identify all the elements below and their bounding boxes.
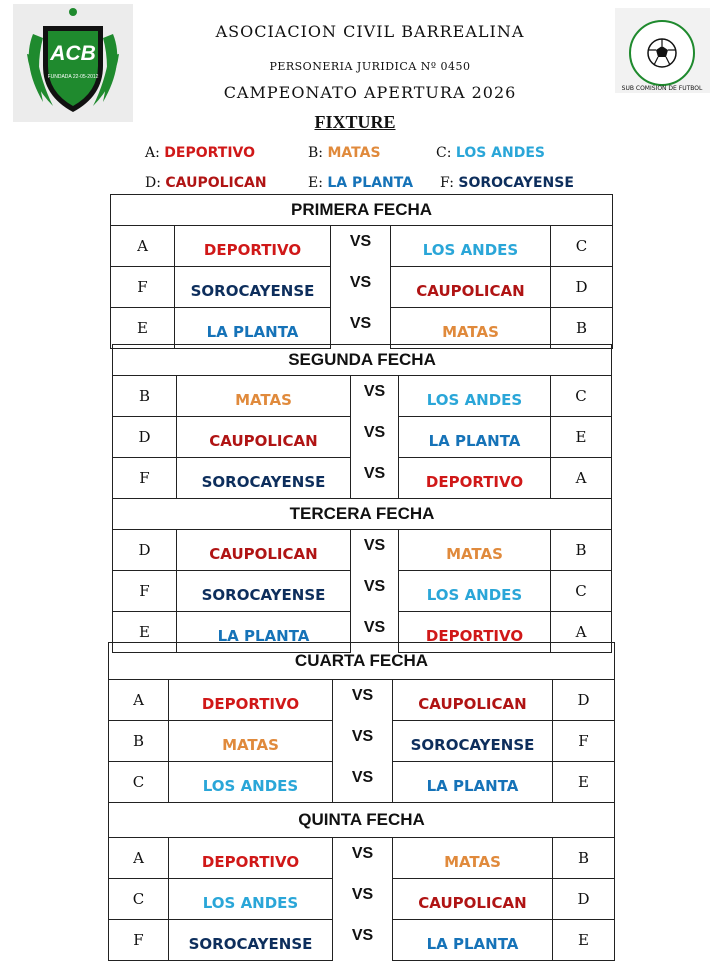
away-team: SOROCAYENSE — [393, 721, 553, 762]
match-row — [111, 226, 613, 267]
home-team: LOS ANDES — [169, 762, 333, 803]
vs-label: VS — [351, 927, 374, 944]
home-letter: B — [113, 376, 177, 417]
sub-comision-logo — [615, 8, 710, 93]
home-letter: F — [109, 920, 169, 961]
vs-label: VS — [351, 728, 374, 745]
away-letter: D — [551, 267, 613, 308]
legend-item-f — [440, 175, 574, 191]
home-letter: B — [109, 721, 169, 762]
home-team: MATAS — [177, 376, 351, 417]
legend-item-d — [145, 175, 267, 191]
round-title: CUARTA FECHA — [109, 643, 615, 680]
vs-label: VS — [349, 233, 372, 251]
legend-team: MATAS — [327, 145, 381, 161]
home-letter: A — [111, 226, 175, 267]
logo-acb-text: ACB — [50, 42, 96, 65]
vs-label: VS — [349, 315, 372, 332]
legend-item-a — [145, 145, 255, 161]
home-team: SOROCAYENSE — [169, 920, 333, 961]
round-title: TERCERA FECHA — [113, 499, 612, 530]
away-letter: C — [551, 571, 612, 612]
match-row — [113, 530, 612, 571]
away-team: LA PLANTA — [393, 762, 553, 803]
match-row — [113, 571, 612, 612]
home-team: SOROCAYENSE — [177, 458, 351, 499]
away-letter: C — [551, 226, 613, 267]
round-table-primera — [110, 194, 613, 349]
legend-item-e — [308, 175, 413, 191]
home-team: LOS ANDES — [169, 879, 333, 920]
vs-label: VS — [363, 619, 386, 636]
organization-name: ASOCIACION CIVIL BARREALINA — [215, 22, 525, 41]
match-row — [113, 458, 612, 499]
away-team: LOS ANDES — [399, 376, 551, 417]
match-row — [109, 879, 615, 920]
vs-label: VS — [351, 845, 374, 863]
away-letter: B — [551, 530, 612, 571]
match-row — [109, 920, 615, 961]
legend-letter: B: — [308, 145, 324, 161]
round-title: QUINTA FECHA — [109, 803, 615, 838]
away-team: MATAS — [399, 530, 551, 571]
home-team: LA PLANTA — [175, 308, 331, 349]
away-letter: B — [553, 838, 615, 879]
vs-label: VS — [351, 687, 374, 705]
match-row — [111, 308, 613, 349]
away-letter: A — [551, 612, 612, 653]
away-team: LOS ANDES — [399, 571, 551, 612]
home-letter: E — [111, 308, 175, 349]
away-team: CAUPOLICAN — [393, 879, 553, 920]
vs-label: VS — [363, 578, 386, 595]
round-title: PRIMERA FECHA — [111, 195, 613, 226]
match-row — [113, 417, 612, 458]
away-team: MATAS — [393, 838, 553, 879]
vs-label: VS — [363, 424, 386, 441]
away-team: LA PLANTA — [399, 417, 551, 458]
away-team: CAUPOLICAN — [393, 680, 553, 721]
vs-label: VS — [363, 383, 386, 401]
home-team: DEPORTIVO — [175, 226, 331, 267]
acb-logo — [13, 4, 133, 122]
fixture-title: FIXTURE — [314, 112, 396, 132]
away-letter: C — [551, 376, 612, 417]
away-team: LOS ANDES — [391, 226, 551, 267]
match-row — [111, 267, 613, 308]
home-team: MATAS — [169, 721, 333, 762]
away-team: DEPORTIVO — [399, 458, 551, 499]
away-team: LA PLANTA — [393, 920, 553, 961]
home-letter: E — [113, 612, 177, 653]
home-letter: C — [109, 879, 169, 920]
home-team: CAUPOLICAN — [177, 417, 351, 458]
round-table-cuarta-quinta — [108, 642, 615, 961]
home-letter: D — [113, 417, 177, 458]
home-team: SOROCAYENSE — [175, 267, 331, 308]
away-letter: E — [553, 920, 615, 961]
legend-letter: A: — [145, 145, 160, 161]
match-row — [109, 838, 615, 879]
legend-item-c — [436, 145, 545, 161]
vs-label: VS — [351, 768, 374, 786]
legend-letter: F: — [440, 175, 454, 191]
home-letter: A — [109, 680, 169, 721]
away-letter: F — [553, 721, 615, 762]
match-row — [109, 721, 615, 762]
home-team: LA PLANTA — [177, 612, 351, 653]
home-letter: D — [113, 530, 177, 571]
away-letter: D — [553, 879, 615, 920]
home-letter: F — [113, 571, 177, 612]
sub-comision-text: SUB COMISION DE FUTBOL — [621, 85, 703, 92]
logo-founded-text: FUNDADA 22-05-2012 — [47, 74, 99, 80]
round-table-segunda-tercera — [112, 344, 612, 653]
championship-title: CAMPEONATO APERTURA 2026 — [223, 83, 517, 102]
legend-letter: C: — [436, 145, 452, 161]
home-team: CAUPOLICAN — [177, 530, 351, 571]
legend-letter: D: — [145, 175, 161, 191]
vs-label: VS — [349, 274, 372, 291]
vs-label: VS — [363, 537, 386, 555]
vs-label: VS — [363, 464, 386, 482]
vs-label: VS — [351, 886, 374, 903]
personeria-juridica: PERSONERIA JURIDICA Nº 0450 — [269, 60, 471, 73]
home-team: DEPORTIVO — [169, 838, 333, 879]
legend-team: CAUPOLICAN — [165, 175, 267, 191]
legend-team: LOS ANDES — [455, 145, 545, 161]
home-letter: C — [109, 762, 169, 803]
away-letter: E — [553, 762, 615, 803]
legend-team: SOROCAYENSE — [458, 175, 574, 191]
away-letter: A — [551, 458, 612, 499]
round-title: SEGUNDA FECHA — [113, 345, 612, 376]
match-row — [109, 680, 615, 721]
away-letter: B — [551, 308, 613, 349]
away-letter: E — [551, 417, 612, 458]
away-team: DEPORTIVO — [399, 612, 551, 653]
match-row — [113, 376, 612, 417]
match-row — [109, 762, 615, 803]
home-letter: A — [109, 838, 169, 879]
legend-letter: E: — [308, 175, 323, 191]
legend-team: DEPORTIVO — [164, 145, 256, 161]
home-team: SOROCAYENSE — [177, 571, 351, 612]
away-team: CAUPOLICAN — [391, 267, 551, 308]
away-letter: D — [553, 680, 615, 721]
home-letter: F — [111, 267, 175, 308]
away-team: MATAS — [391, 308, 551, 349]
home-team: DEPORTIVO — [169, 680, 333, 721]
legend-team: LA PLANTA — [327, 175, 414, 191]
legend-item-b — [308, 145, 381, 161]
home-letter: F — [113, 458, 177, 499]
